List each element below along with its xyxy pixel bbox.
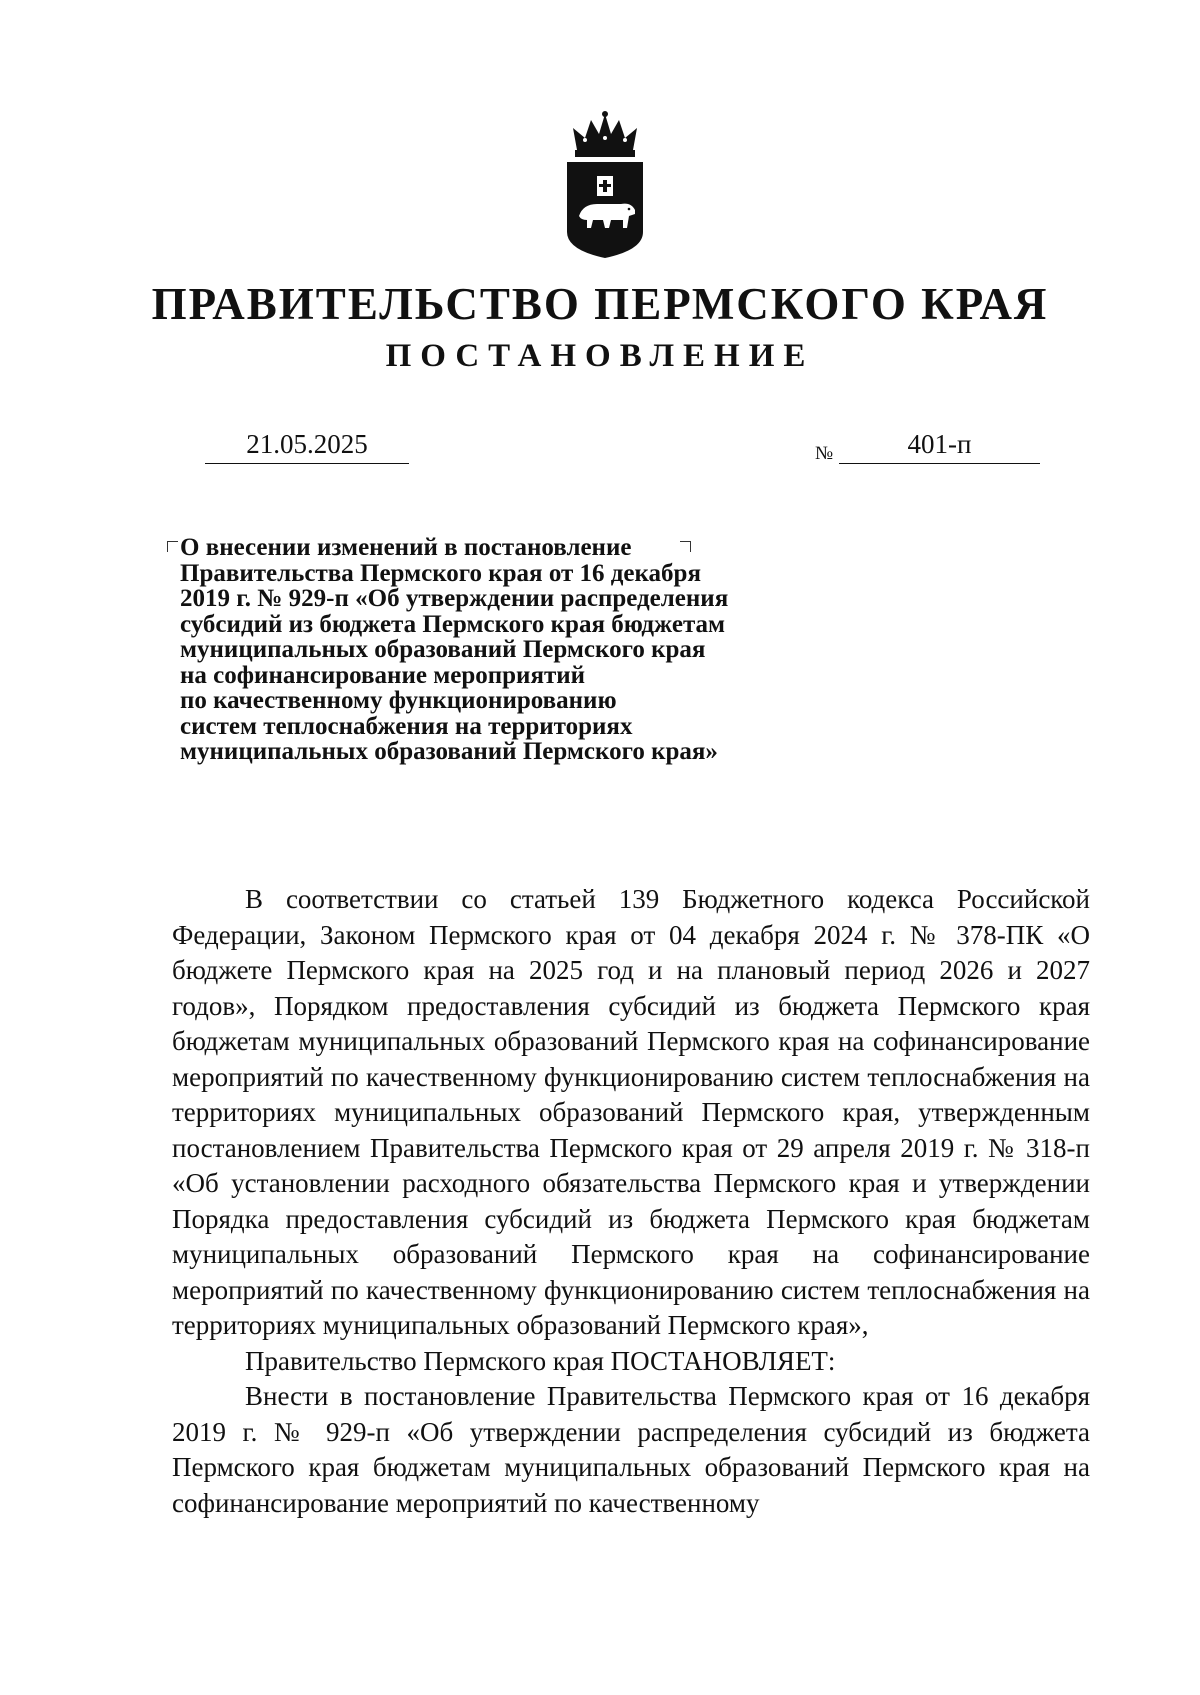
subject-line: на софинансирование мероприятий (180, 661, 586, 689)
body-paragraph-resolution: Правительство Пермского края ПОСТАНОВЛЯЕТ: (245, 1345, 836, 1376)
document-body (172, 882, 1090, 1521)
subject-line: 2019 г. № 929-п «Об утверждении распределения (180, 585, 729, 612)
subject-line: муниципальных образований Пермского края» (180, 738, 718, 765)
subject-line: муниципальных образований Пермского края (180, 636, 706, 663)
document-date: 21.05.2025 (205, 426, 409, 464)
document-type: ПОСТАНОВЛЕНИЕ (385, 338, 815, 374)
coat-of-arms-icon (563, 110, 647, 260)
organization-title: ПРАВИТЕЛЬСТВО ПЕРМСКОГО КРАЯ (151, 279, 1049, 329)
subject-left-bracket (167, 541, 178, 552)
body-paragraph-amendment: Внести в постановление Правительства Пермского края от 16 декабря 2019 г. № 929-п «Об утверждении распределения субсидий из бюджета Пермского края бюджетам муниципальных образований Пермского края на софинансирование мероприятий по качественному (172, 1381, 1090, 1518)
subject-line: субсидий из бюджета Пермского края бюджетам (180, 610, 726, 638)
number-sign: № (815, 443, 834, 464)
subject-line: Правительства Пермского края от 16 декабря (180, 559, 701, 587)
subject-line: О внесении изменений в постановление (180, 534, 632, 561)
document-subject (180, 535, 820, 765)
subject-line: по качественному функционированию (180, 687, 617, 714)
body-paragraph-preamble: В соответствии со статьей 139 Бюджетного кодекса Российской Федерации, Законом Пермского края от 04 декабря 2024 г. № 378-ПК «О бюджете Пермского края на 2025 год и на плановый период 2026 и 2027 годов», Порядком предоставления субсидий из бюджета Пермского края бюджетам муниципальных образований Пермского края на софинансирование мероприятий по качественному функционированию систем теплоснабжения на территориях муниципальных образований Пермского края, утвержденным постановлением Правительства Пермского края от 29 апреля 2019 г. № 318-п «Об установлении расходного обязательства Пермского края и утверждении Порядка предоставления субсидий из бюджета Пермского края бюджетам муниципальных образований Пермского края на софинансирование мероприятий по качественному функционированию систем теплоснабжения на территориях муниципальных образований Пермского края», (172, 884, 1090, 1340)
subject-line: систем теплоснабжения на территориях (180, 712, 633, 740)
document-number: 401-п (839, 426, 1040, 464)
